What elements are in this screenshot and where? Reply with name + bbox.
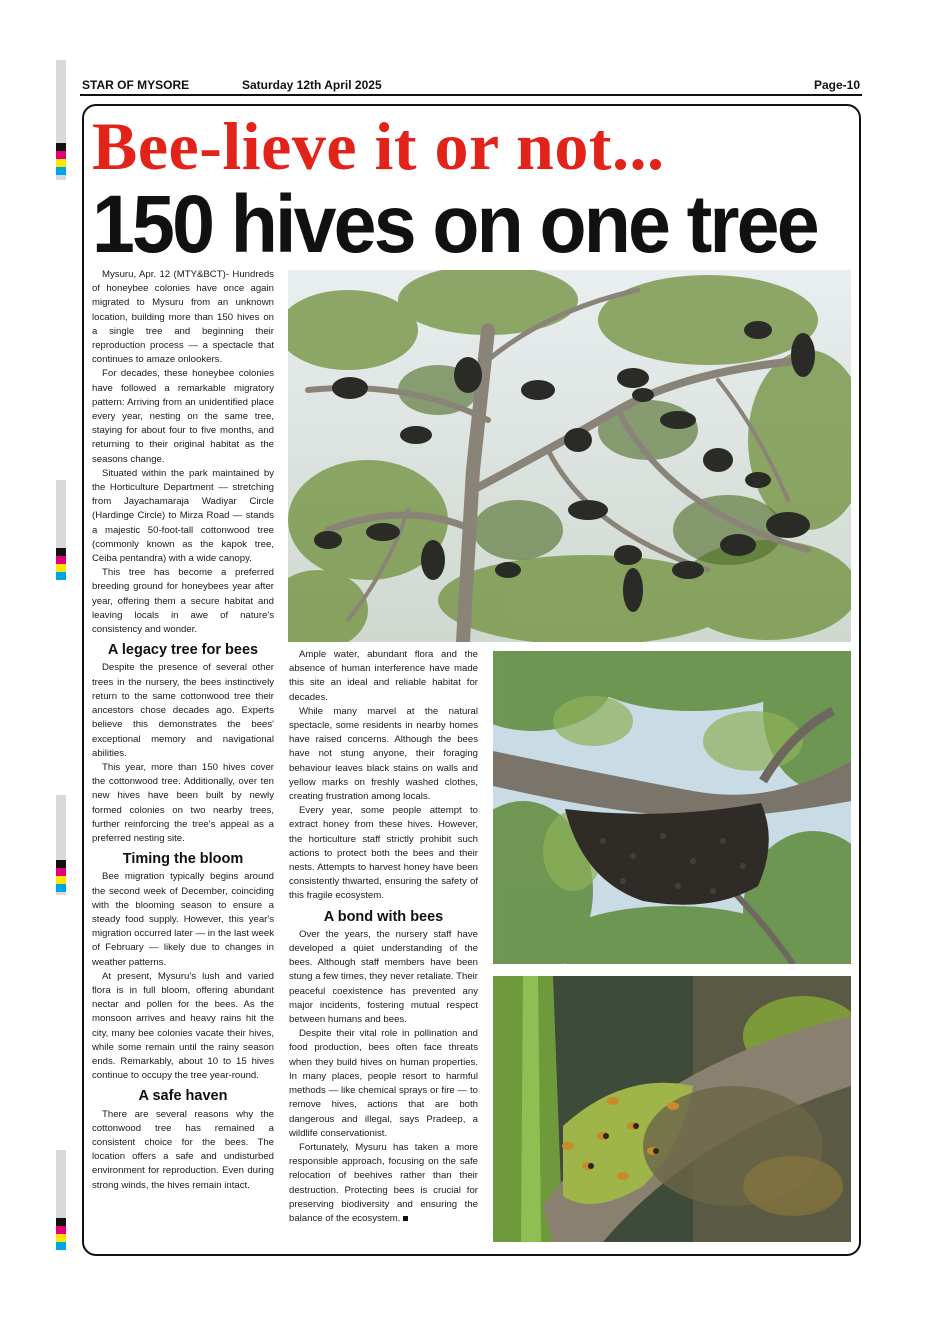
paragraph-text: Fortunately, Mysuru has taken a more responsible approach, focusing on the safe relocation of beehives rather than their destruction. Protecting bees is crucial for preserving biodiversity and ensuring the balance of the ecosystem. bbox=[289, 1141, 478, 1224]
section-heading: A legacy tree for bees bbox=[107, 642, 259, 659]
paragraph: Over the years, the nursery staff have developed a quiet understanding of the bees. Although staff members have been stung a few times, they never retaliate. Their peaceful coexistence has prevented any major incidents, fostering mutual respect between humans and bees. bbox=[289, 928, 478, 1026]
color-bar-1 bbox=[56, 143, 66, 175]
paragraph: For decades, these honeybee colonies have followed a remarkable migratory pattern: Arriving from an unidentified place every year, nesting on the same tree, staying for about four to five months, and returning to their original habitat as the seasons change. bbox=[92, 368, 274, 465]
paper-name: STAR OF MYSORE bbox=[82, 78, 190, 92]
paragraph: Every year, some people attempt to extract honey from these hives. However, the horticulture staff strictly prohibit such actions to protect both the bees and their nests. Attempts to harvest honey have been consistently thwarted, ensuring the safety of this fragile ecosystem. bbox=[289, 805, 478, 902]
section-heading: Timing the bloom bbox=[122, 851, 244, 868]
issue-date: Saturday 12th April 2025 bbox=[242, 78, 382, 92]
photo-hive-closeup bbox=[493, 651, 851, 964]
photo-tree-with-hives bbox=[288, 270, 851, 642]
paragraph: Mysuru, Apr. 12 (MTY&BCT)- Hundreds of honeybee colonies have once again migrated to Mysuru from an unknown location, building more than 150 hives on a single tree and beginning their reproduction process — a spectacle that continues to amaze onlookers. bbox=[92, 269, 274, 366]
paragraph: While many marvel at the natural spectacle, some residents in nearby homes have raised concerns. Although the bees have not stung anyone, their foraging behaviour leaves black stains on walls and yellow marks on freshly washed clothes, creating frustration among locals. bbox=[289, 705, 478, 803]
photo-bees-on-moss bbox=[493, 976, 851, 1242]
paragraph: Despite the presence of several other trees in the nursery, the bees instinctively return to the same cottonwood tree their ancestors chose decades ago. Experts believe this demonstrates the bees' exceptional memory and navigational abilities. bbox=[92, 662, 274, 759]
headline-main: 150 hives on one tree bbox=[92, 179, 817, 270]
color-bar-3 bbox=[56, 860, 66, 892]
article-column-1 bbox=[92, 268, 274, 1193]
paragraph: Ample water, abundant flora and the absence of human interference have made this site an ideal and reliable habitat for decades. bbox=[289, 649, 478, 703]
article-column-2 bbox=[289, 648, 478, 1226]
paragraph: Bee migration typically begins around the second week of December, coinciding with the blooming season to ensure a steady food supply. However, this year's migration occurred later — in the last week of February — likely due to changes in weather patterns. bbox=[92, 871, 274, 968]
masthead bbox=[80, 76, 862, 96]
paragraph: At present, Mysuru's lush and varied flora is in full bloom, offering abundant nectar and pollen for the bees. As the monsoon arrives and heavy rains hit the city, many bee colonies vacate their hives, while some remain until the rainy season ends. Remarkably, about 10 to 15 hives continue to occupy the tree year-round. bbox=[92, 970, 274, 1082]
paragraph: Situated within the park maintained by the Horticulture Department — stretching from Jayachamaraja Wadiyar Circle (Hardinge Circle) to Mirza Road — stands a majestic 50-foot-tall cottonwood tree (commonly known as the kapok tree, Ceiba pentandra) with a wide canopy. bbox=[92, 467, 274, 565]
color-bar-2 bbox=[56, 548, 66, 580]
paragraph: This year, more than 150 hives cover the cottonwood tree. Additionally, over ten new hives have been built by newly formed colonies on two nearby trees, further reinforcing the tree's appeal as a preferred nesting site. bbox=[92, 761, 274, 844]
paragraph: This tree has become a preferred breeding ground for honeybees year after year, offering them a secure habitat and leaving locals in awe of nature's consistency and wonder. bbox=[92, 567, 274, 636]
color-bar-4 bbox=[56, 1218, 66, 1250]
headline-kicker: Bee-lieve it or not... bbox=[92, 108, 665, 184]
paragraph: There are several reasons why the cottonwood tree has remained a consistent choice for the bees. The location offers a safe and undisturbed environment for reproduction. Even during strong winds, the hives remain intact. bbox=[92, 1108, 274, 1191]
page-number: Page-10 bbox=[813, 78, 860, 92]
section-heading: A bond with bees bbox=[323, 908, 444, 925]
section-heading: A safe haven bbox=[138, 1088, 228, 1105]
paragraph: Despite their vital role in pollination and food production, bees often face threats when they build hives on human properties. In many places, people resort to harmful methods — like chemical sprays or fire — to remove hives, actions that are both dangerous and illegal, says Pradeep, a wildlife conservationist. bbox=[289, 1028, 478, 1139]
paragraph bbox=[289, 1141, 478, 1226]
end-mark bbox=[403, 1216, 408, 1221]
